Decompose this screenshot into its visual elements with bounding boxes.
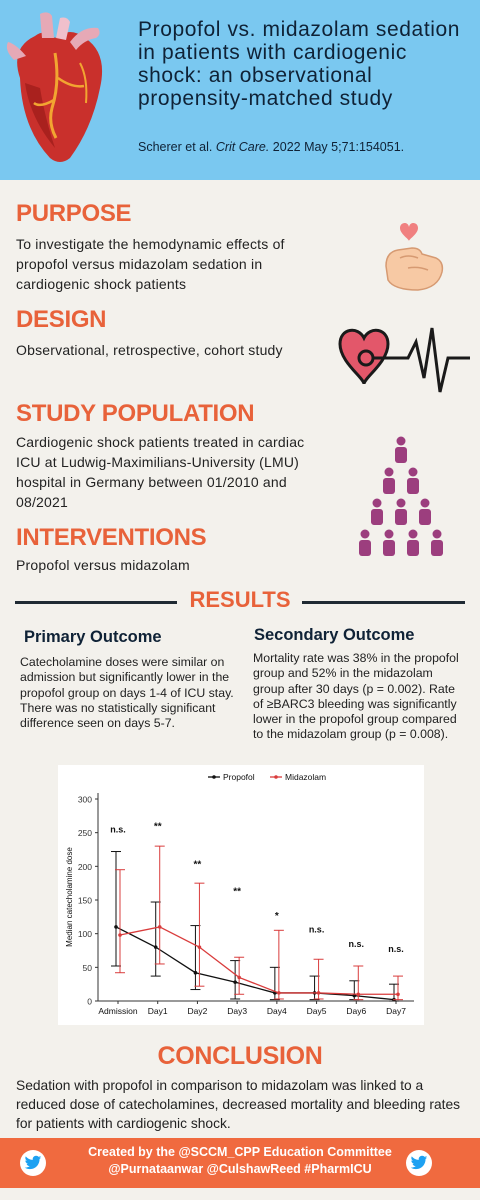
y-tick-label: 150 (77, 895, 92, 906)
footer-line-2: @Purnataanwar @CulshawReed #PharmICU (108, 1162, 372, 1176)
person-icon (395, 437, 407, 464)
x-tick-label: Day2 (187, 1006, 208, 1016)
secondary-outcome-heading: Secondary Outcome (254, 626, 415, 644)
legend-marker (212, 775, 216, 779)
legend-label: Propofol (223, 772, 255, 782)
page-title: Propofol vs. midazolam sedation in patients with cardiogenic shock: an observational propensity-matched study (138, 18, 461, 110)
data-point (237, 976, 241, 980)
anatomical-heart-icon (0, 8, 130, 168)
data-point (158, 925, 162, 929)
y-tick-label: 300 (77, 794, 92, 805)
interventions-heading: INTERVENTIONS (16, 524, 207, 551)
significance-label: * (274, 910, 279, 922)
y-tick-label: 0 (87, 996, 92, 1007)
secondary-outcome-text: Mortality rate was 38% in the propofol group and 52% in the midazolam group after 30 days (p = 0.002). Rate of ≥BARC3 bleeding was significantly lower in the propofol group compared to the midazolam group (p = 0.008). (253, 651, 459, 742)
significance-label: ** (233, 886, 242, 898)
footer-line-1: Created by the @SCCM_CPP Education Committee (88, 1145, 392, 1159)
footer-credits (60, 1144, 420, 1178)
person-icon (371, 499, 383, 526)
people-pyramid-icon (348, 436, 454, 562)
x-tick-label: Day4 (266, 1006, 287, 1016)
series-line-propofol (116, 927, 394, 1000)
heartbeat-icon (330, 322, 472, 402)
person-icon (383, 530, 395, 557)
person-icon (407, 468, 419, 495)
data-point (154, 945, 158, 949)
population-heading: STUDY POPULATION (16, 400, 255, 427)
citation: Scherer et al. Crit Care. 2022 May 5;71:154051. (138, 140, 405, 154)
significance-label: ** (153, 821, 162, 833)
design-text: Observational, retrospective, cohort study (16, 342, 283, 358)
data-point (356, 992, 360, 996)
significance-label: n.s. (110, 824, 126, 835)
person-icon (431, 530, 443, 557)
x-tick-label: Day7 (386, 1006, 406, 1016)
footer-strip (0, 1188, 480, 1200)
chart-panel (58, 765, 424, 1025)
significance-label: ** (193, 859, 202, 871)
population-text: Cardiogenic shock patients treated in cardiac ICU at Ludwig-Maximilians-University (LMU) hospital in Germany between 01/2010 and 08/2021 (16, 434, 305, 510)
twitter-bird-icon[interactable] (406, 1150, 432, 1176)
person-icon (407, 530, 419, 557)
data-point (396, 992, 400, 996)
x-tick-label: Admission (98, 1006, 138, 1016)
design-heading: DESIGN (16, 306, 107, 333)
results-rule-left (15, 601, 177, 604)
data-point (233, 980, 237, 984)
twitter-bird-icon[interactable] (20, 1150, 46, 1176)
x-tick-label: Day1 (147, 1006, 168, 1016)
finger-heart-icon (378, 218, 452, 294)
x-tick-label: Day3 (227, 1006, 248, 1016)
y-tick-label: 250 (77, 828, 92, 839)
data-point (198, 945, 202, 949)
results-rule-right (302, 601, 465, 604)
primary-outcome-text: Catecholamine doses were similar on admission but significantly lower in the propofol group on days 1-4 of ICU stay. There was no statistically significant difference seen on days 5-7. (20, 655, 234, 731)
purpose-heading: PURPOSE (16, 200, 132, 227)
person-icon (359, 530, 371, 557)
conclusion-heading: CONCLUSION (157, 1042, 323, 1070)
significance-label: n.s. (388, 943, 404, 954)
x-tick-label: Day5 (306, 1006, 327, 1016)
series-line-midazolam (120, 927, 398, 994)
purpose-text: To investigate the hemodynamic effects of propofol versus midazolam sedation in cardiogenic shock patients (16, 236, 285, 292)
data-point (194, 971, 198, 975)
data-point (118, 933, 122, 937)
y-tick-label: 50 (82, 962, 92, 973)
person-icon (383, 468, 395, 495)
x-tick-label: Day6 (346, 1006, 367, 1016)
data-point (114, 925, 118, 929)
data-point (317, 991, 321, 995)
person-icon (395, 499, 407, 526)
results-heading: RESULTS (189, 587, 291, 612)
y-axis-label: Median catecholamine dose (65, 847, 74, 947)
primary-outcome-heading: Primary Outcome (24, 628, 162, 646)
legend-marker (274, 775, 278, 779)
conclusion-text: Sedation with propofol in comparison to midazolam was linked to a reduced dose of catecholamines, decreased mortality and bleeding rates for patients with cardiogenic shock. (16, 1078, 461, 1131)
significance-label: n.s. (348, 939, 365, 950)
legend-label: Midazolam (285, 772, 327, 782)
data-point (277, 991, 281, 995)
y-tick-label: 200 (77, 861, 92, 872)
person-icon (419, 499, 431, 526)
catecholamine-line-chart (58, 765, 424, 1025)
y-tick-label: 100 (77, 929, 92, 940)
interventions-text: Propofol versus midazolam (16, 557, 190, 573)
significance-label: n.s. (308, 924, 325, 935)
